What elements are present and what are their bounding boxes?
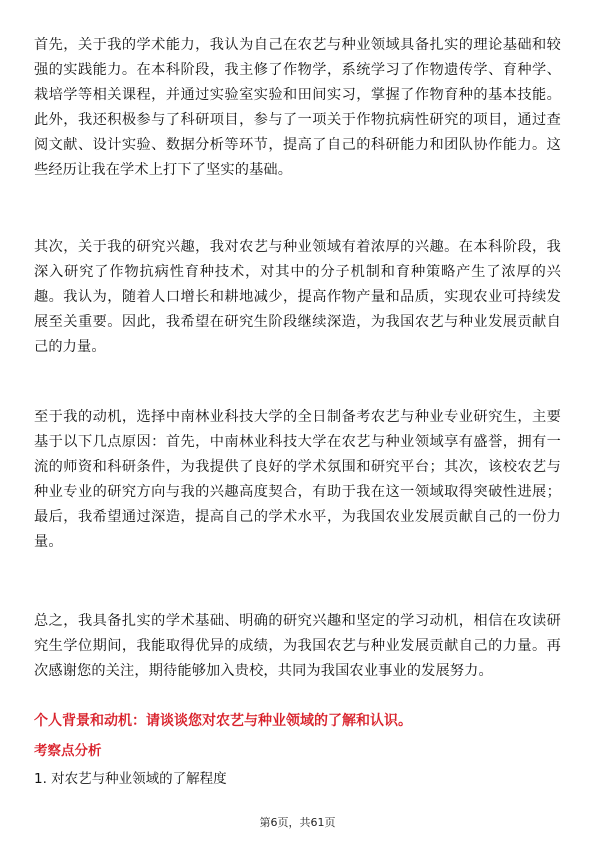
paragraph-academic-ability: 首先，关于我的学术能力，我认为自己在农艺与种业领域具备扎实的理论基础和较强的实践能力。在本科阶段，我主修了作物学，系统学习了作物遗传学、育种学、栽培学等相关课程，并通过实验室实验和田间实习，掌握了作物育种的基本技能。此外，我还积极参与了科研项目，参与了一项关于作物抗病性研究的项目，通过查阅文献、设计实验、数据分析等环节，提高了自己的科研能力和团队协作能力。这些经历让我在学术上打下了坚实的基础。 <box>34 37 561 178</box>
analysis-heading: 考察点分析 <box>34 743 102 759</box>
paragraph-conclusion: 总之，我具备扎实的学术基础、明确的研究兴趣和坚定的学习动机，相信在攻读研究生学位期间，我能取得优异的成绩，为我国农艺与种业发展贡献自己的力量。再次感谢您的关注，期待能够加入贵校，共同为我国农业事业的发展努力。 <box>34 613 561 679</box>
paragraph-motivation: 至于我的动机，选择中南林业科技大学的全日制备考农艺与种业专业研究生，主要基于以下几点原因：首先，中南林业科技大学在农艺与种业领域享有盛誉，拥有一流的师资和科研条件，为我提供了良好的学术氛围和研究平台；其次，该校农艺与种业专业的研究方向与我的兴趣高度契合，有助于我在这一领域取得突破性进展；最后，我希望通过深造，提高自己的学术水平，为我国农业发展贡献自己的一份力量。 <box>34 409 561 550</box>
paragraph-research-interest: 其次，关于我的研究兴趣，我对农艺与种业领域有着浓厚的兴趣。在本科阶段，我深入研究了作物抗病性育种技术，对其中的分子机制和育种策略产生了浓厚的兴趣。我认为，随着人口增长和耕地减少，提高作物产量和品质，实现农业可持续发展至关重要。因此，我希望在研究生阶段继续深造，为我国农艺与种业发展贡献自己的力量。 <box>34 239 561 355</box>
question-heading: 个人背景和动机：请谈谈您对农艺与种业领域的了解和认识。 <box>34 713 412 729</box>
page-indicator: 第6页，共61页 <box>259 816 336 829</box>
list-item: 1. 对农艺与种业领域的了解程度 <box>34 771 227 787</box>
